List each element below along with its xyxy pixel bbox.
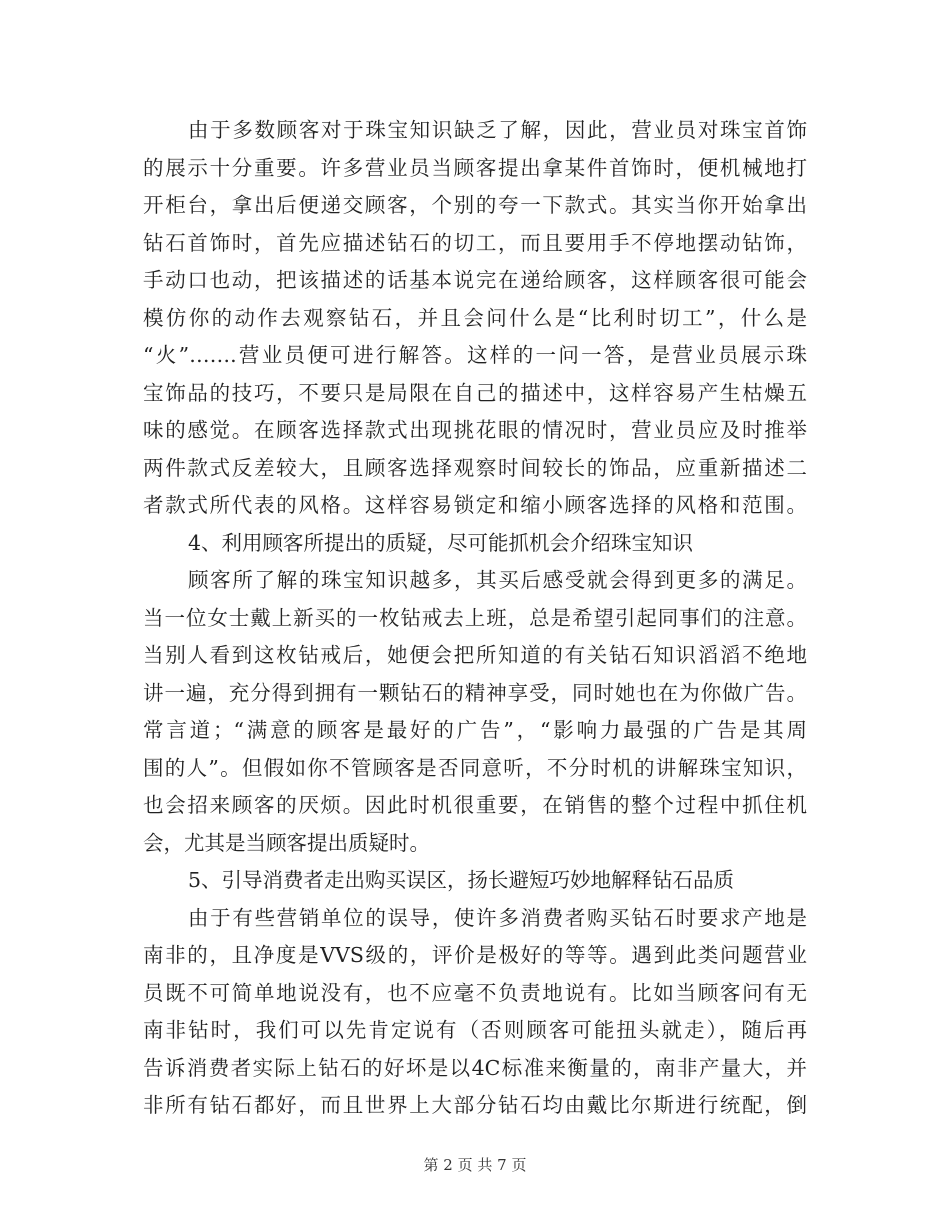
text-line: 味的感觉。在顾客选择款式出现挑花眼的情况时，营业员应及时推举 xyxy=(143,418,807,442)
text-line: 手动口也动，把该描述的话基本说完在递给顾客，这样顾客很可能会 xyxy=(143,268,807,292)
text-line: 常言道；“满意的顾客是最好的广告”，“影响力最强的广告是其周 xyxy=(143,718,807,742)
text-line: 南非钻时，我们可以先肯定说有（否则顾客可能扭头就走），随后再 xyxy=(143,1018,807,1042)
page-footer: 第 2 页 共 7 页 xyxy=(423,1156,527,1174)
text-line: 讲一遍，充分得到拥有一颗钻石的精神享受，同时她也在为你做广告。 xyxy=(143,680,807,705)
text-line: 5、引导消费者走出购买误区，扬长避短巧妙地解释钻石品质 xyxy=(188,868,735,892)
text-line: 会，尤其是当顾客提出质疑时。 xyxy=(143,830,430,855)
text-line: 告诉消费者实际上钻石的好坏是以4C标准来衡量的，南非产量大，并 xyxy=(143,1055,807,1080)
text-line: 围的人”。但假如你不管顾客是否同意听，不分时机的讲解珠宝知识， xyxy=(143,755,807,780)
text-line: “火”…….营业员便可进行解答。这样的一问一答，是营业员展示珠 xyxy=(143,343,807,367)
text-line: 开柜台，拿出后便递交顾客，个别的夸一下款式。其实当你开始拿出 xyxy=(143,193,807,217)
text-line: 4、利用顾客所提出的质疑，尽可能抓机会介绍珠宝知识 xyxy=(188,530,694,555)
text-line: 的展示十分重要。许多营业员当顾客提出拿某件首饰时，便机械地打 xyxy=(143,155,807,180)
text-line: 员既不可简单地说没有，也不应毫不负责地说有。比如当顾客问有无 xyxy=(143,980,807,1005)
text-line: 非所有钻石都好，而且世界上大部分钻石均由戴比尔斯进行统配，倒 xyxy=(143,1093,807,1117)
text-line: 也会招来顾客的厌烦。因此时机很重要，在销售的整个过程中抓住机 xyxy=(143,793,807,817)
text-line: 由于多数顾客对于珠宝知识缺乏了解，因此，营业员对珠宝首饰 xyxy=(188,118,807,142)
text-line: 模仿你的动作去观察钻石，并且会问什么是“比利时切工”，什么是 xyxy=(143,305,807,330)
text-line: 钻石首饰时，首先应描述钻石的切工，而且要用手不停地摆动钻饰， xyxy=(143,230,807,255)
text-line: 当别人看到这枚钻戒后，她便会把所知道的有关钻石知识滔滔不绝地 xyxy=(143,643,807,667)
text-line: 顾客所了解的珠宝知识越多，其买后感受就会得到更多的满足。 xyxy=(188,568,807,592)
text-line: 者款式所代表的风格。这样容易锁定和缩小顾客选择的风格和范围。 xyxy=(143,493,807,517)
text-line: 当一位女士戴上新买的一枚钻戒去上班，总是希望引起同事们的注意。 xyxy=(143,605,807,630)
text-line: 由于有些营销单位的误导，使许多消费者购买钻石时要求产地是 xyxy=(188,905,807,930)
text-line: 南非的，且净度是VVS级的，评价是极好的等等。遇到此类问题营业 xyxy=(143,943,807,967)
text-line: 宝饰品的技巧，不要只是局限在自己的描述中，这样容易产生枯燥五 xyxy=(143,380,807,405)
text-line: 两件款式反差较大，且顾客选择观察时间较长的饰品，应重新描述二 xyxy=(143,455,807,480)
